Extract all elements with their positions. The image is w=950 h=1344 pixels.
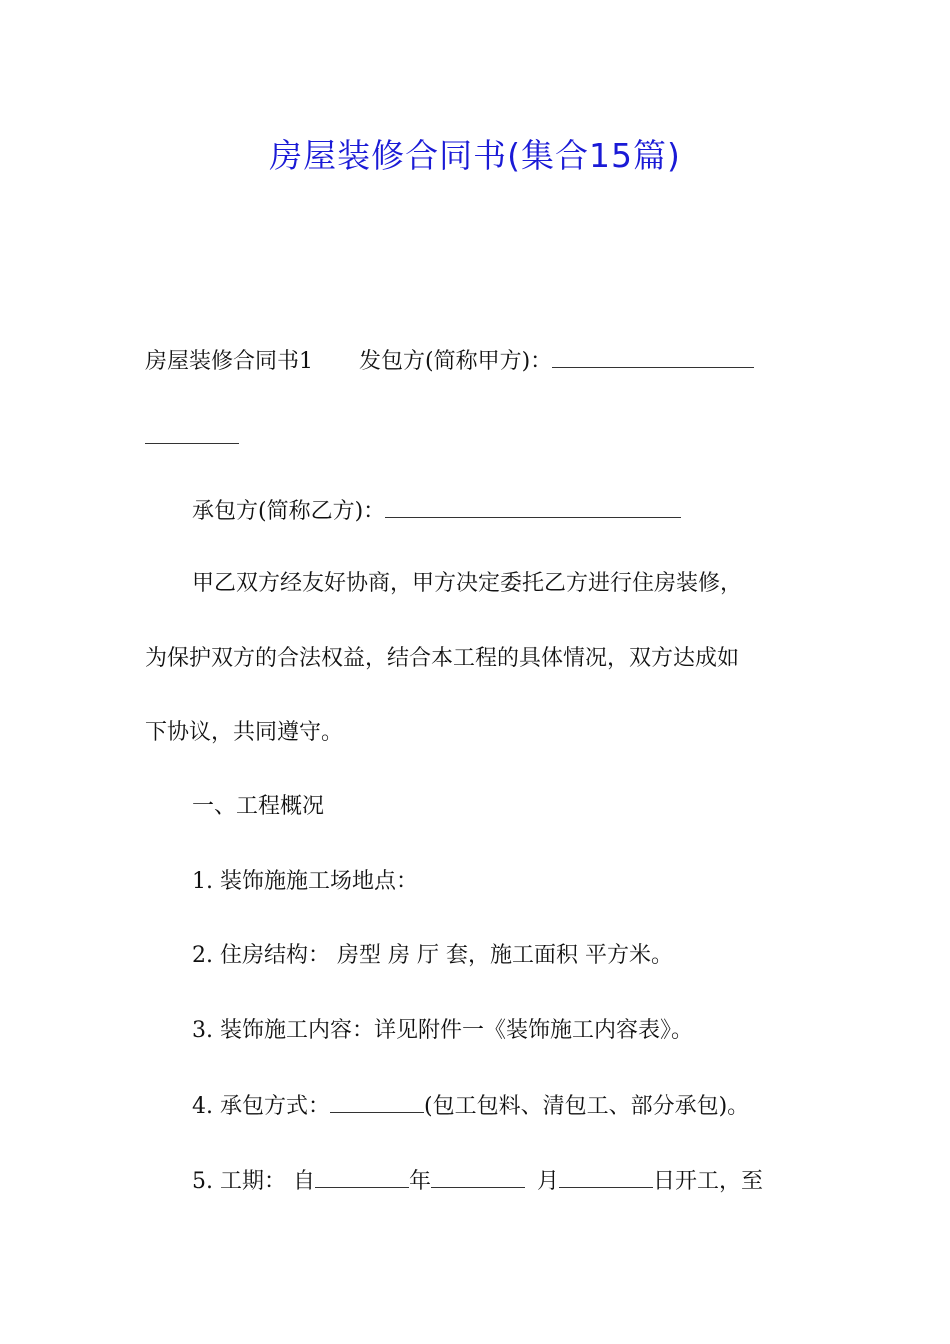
party-b-line: [192, 499, 681, 523]
year-label: 年: [408, 1169, 431, 1194]
party-a-blank-continued: [145, 425, 239, 449]
party-b-blank: [385, 499, 681, 518]
contract-method-options: (包工包料、清包工、部分承包)。: [423, 1094, 750, 1119]
start-month-blank: [431, 1169, 525, 1188]
party-b-label: 承包方(简称乙方)：: [192, 499, 386, 524]
party-a-blank-2: [145, 425, 239, 444]
list-item: 2. 住房结构： 房型 房 厅 套，施工面积 平方米。: [192, 943, 673, 968]
list-item: 3. 装饰施工内容：详见附件一《装饰施工内容表》。: [192, 1018, 693, 1043]
party-a-blank: [552, 349, 754, 368]
list-item: [192, 1094, 749, 1118]
document-title: 房屋装修合同书(集合15篇): [269, 136, 681, 175]
list-item: 1. 装饰施施工场地点：: [192, 869, 418, 894]
paragraph-line: 甲乙双方经友好协商，甲方决定委托乙方进行住房装修，: [192, 571, 743, 596]
list-item: [192, 1169, 763, 1193]
contract-method-blank: [330, 1094, 424, 1113]
section-heading: 一、工程概况: [192, 794, 325, 819]
paragraph-line: 下协议，共同遵守。: [145, 720, 344, 745]
party-a-label: 发包方(简称甲方)：: [359, 349, 553, 374]
schedule-label: 5. 工期： 自: [192, 1169, 315, 1194]
contract-number: 房屋装修合同书1: [145, 349, 313, 374]
month-label: 月: [537, 1169, 560, 1194]
contract-heading-line: [145, 349, 754, 373]
start-year-blank: [315, 1169, 409, 1188]
start-day-blank: [559, 1169, 653, 1188]
paragraph-line: 为保护双方的合法权益，结合本工程的具体情况，双方达成如: [145, 646, 740, 671]
contract-method-label: 4. 承包方式：: [192, 1094, 330, 1119]
day-label: 日开工，至: [653, 1169, 764, 1194]
